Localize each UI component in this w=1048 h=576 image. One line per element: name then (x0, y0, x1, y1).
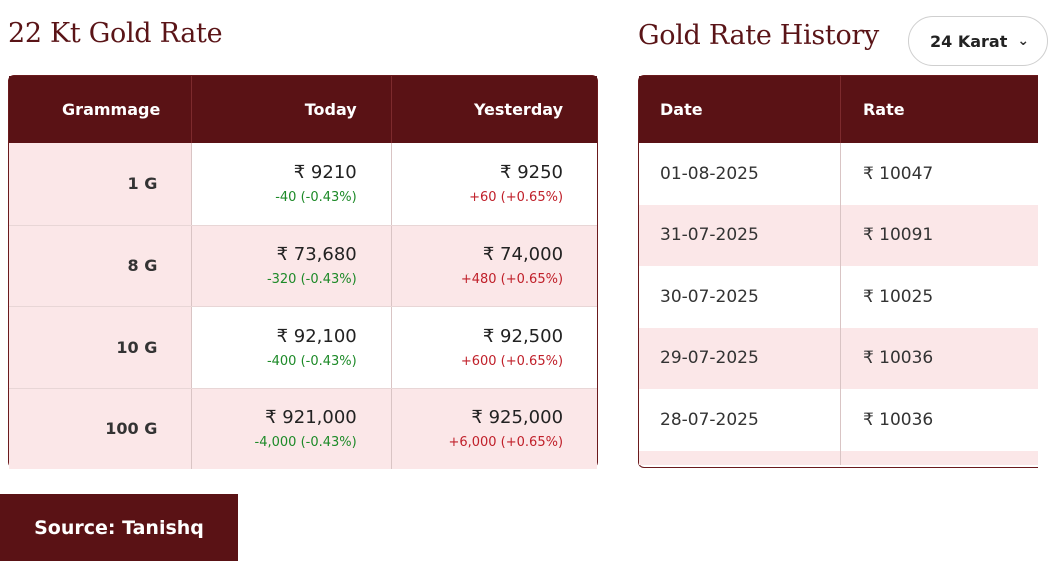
table-row (9, 306, 597, 388)
today-change: -400 (-0.43%) (266, 353, 357, 369)
grammage-cell: 8 G (9, 226, 192, 307)
table-row (639, 205, 1038, 267)
today-price: ₹ 9210 (293, 162, 357, 184)
rate-cell: ₹ 10036 (862, 409, 934, 430)
today-change: -40 (-0.43%) (275, 190, 357, 206)
yesterday-change: +480 (+0.65%) (460, 272, 564, 288)
yesterday-price: ₹ 9250 (500, 162, 564, 184)
table-row (9, 143, 597, 225)
table-row (639, 143, 1038, 205)
grammage-cell: 10 G (9, 307, 192, 388)
grammage-cell: 100 G (9, 389, 192, 470)
yesterday-change: +600 (+0.65%) (460, 353, 564, 369)
table-row (9, 388, 597, 470)
date-cell: 30-07-2025 (639, 266, 841, 328)
date-cell: 28-07-2025 (639, 389, 841, 451)
table-row (639, 389, 1038, 451)
history-table-header (639, 76, 1038, 143)
yesterday-price: ₹ 74,000 (482, 244, 564, 266)
date-cell: 29-07-2025 (639, 328, 841, 390)
header-rate: Rate (862, 100, 905, 119)
rate-cell: ₹ 10047 (862, 163, 934, 184)
table-row (639, 328, 1038, 390)
yesterday-change: +6,000 (+0.65%) (448, 435, 564, 451)
header-grammage: Grammage (9, 76, 192, 143)
yesterday-cell (392, 389, 597, 470)
today-cell (192, 389, 391, 470)
table-row (9, 225, 597, 307)
yesterday-cell (392, 143, 597, 225)
yesterday-change: +60 (+0.65%) (469, 190, 564, 206)
today-price: ₹ 921,000 (265, 407, 357, 429)
today-price: ₹ 92,100 (276, 325, 357, 347)
yesterday-price: ₹ 925,000 (471, 407, 564, 429)
rate-cell (841, 451, 1038, 465)
rate-table-header (9, 76, 597, 143)
yesterday-cell (392, 307, 597, 388)
header-today: Today (192, 76, 391, 143)
today-change: -320 (-0.43%) (266, 272, 357, 288)
today-price: ₹ 73,680 (276, 244, 357, 266)
chevron-down-icon: ⌄ (1017, 33, 1030, 49)
rate-cell: ₹ 10091 (862, 225, 934, 246)
source-label: Source: Tanishq (0, 494, 238, 561)
date-cell: 31-07-2025 (639, 205, 841, 267)
today-cell (192, 307, 391, 388)
karat-select[interactable] (908, 16, 1048, 66)
gold-rate-table (8, 75, 598, 468)
history-title: Gold Rate History (638, 20, 879, 51)
table-row-partial (639, 451, 1038, 465)
header-yesterday: Yesterday (473, 100, 564, 119)
grammage-cell: 1 G (9, 143, 192, 225)
karat-select-value: 24 Karat (930, 31, 1008, 51)
rate-cell: ₹ 10036 (862, 348, 934, 369)
today-cell (192, 143, 391, 225)
date-cell (639, 451, 841, 465)
gold-rate-history-table (638, 75, 1038, 468)
yesterday-cell (392, 226, 597, 307)
yesterday-price: ₹ 92,500 (482, 325, 564, 347)
gold-rate-title: 22 Kt Gold Rate (8, 18, 223, 49)
today-change: -4,000 (-0.43%) (254, 435, 357, 451)
today-cell (192, 226, 391, 307)
header-date: Date (639, 76, 841, 143)
rate-cell: ₹ 10025 (862, 286, 934, 307)
table-row (639, 266, 1038, 328)
date-cell: 01-08-2025 (639, 143, 841, 205)
